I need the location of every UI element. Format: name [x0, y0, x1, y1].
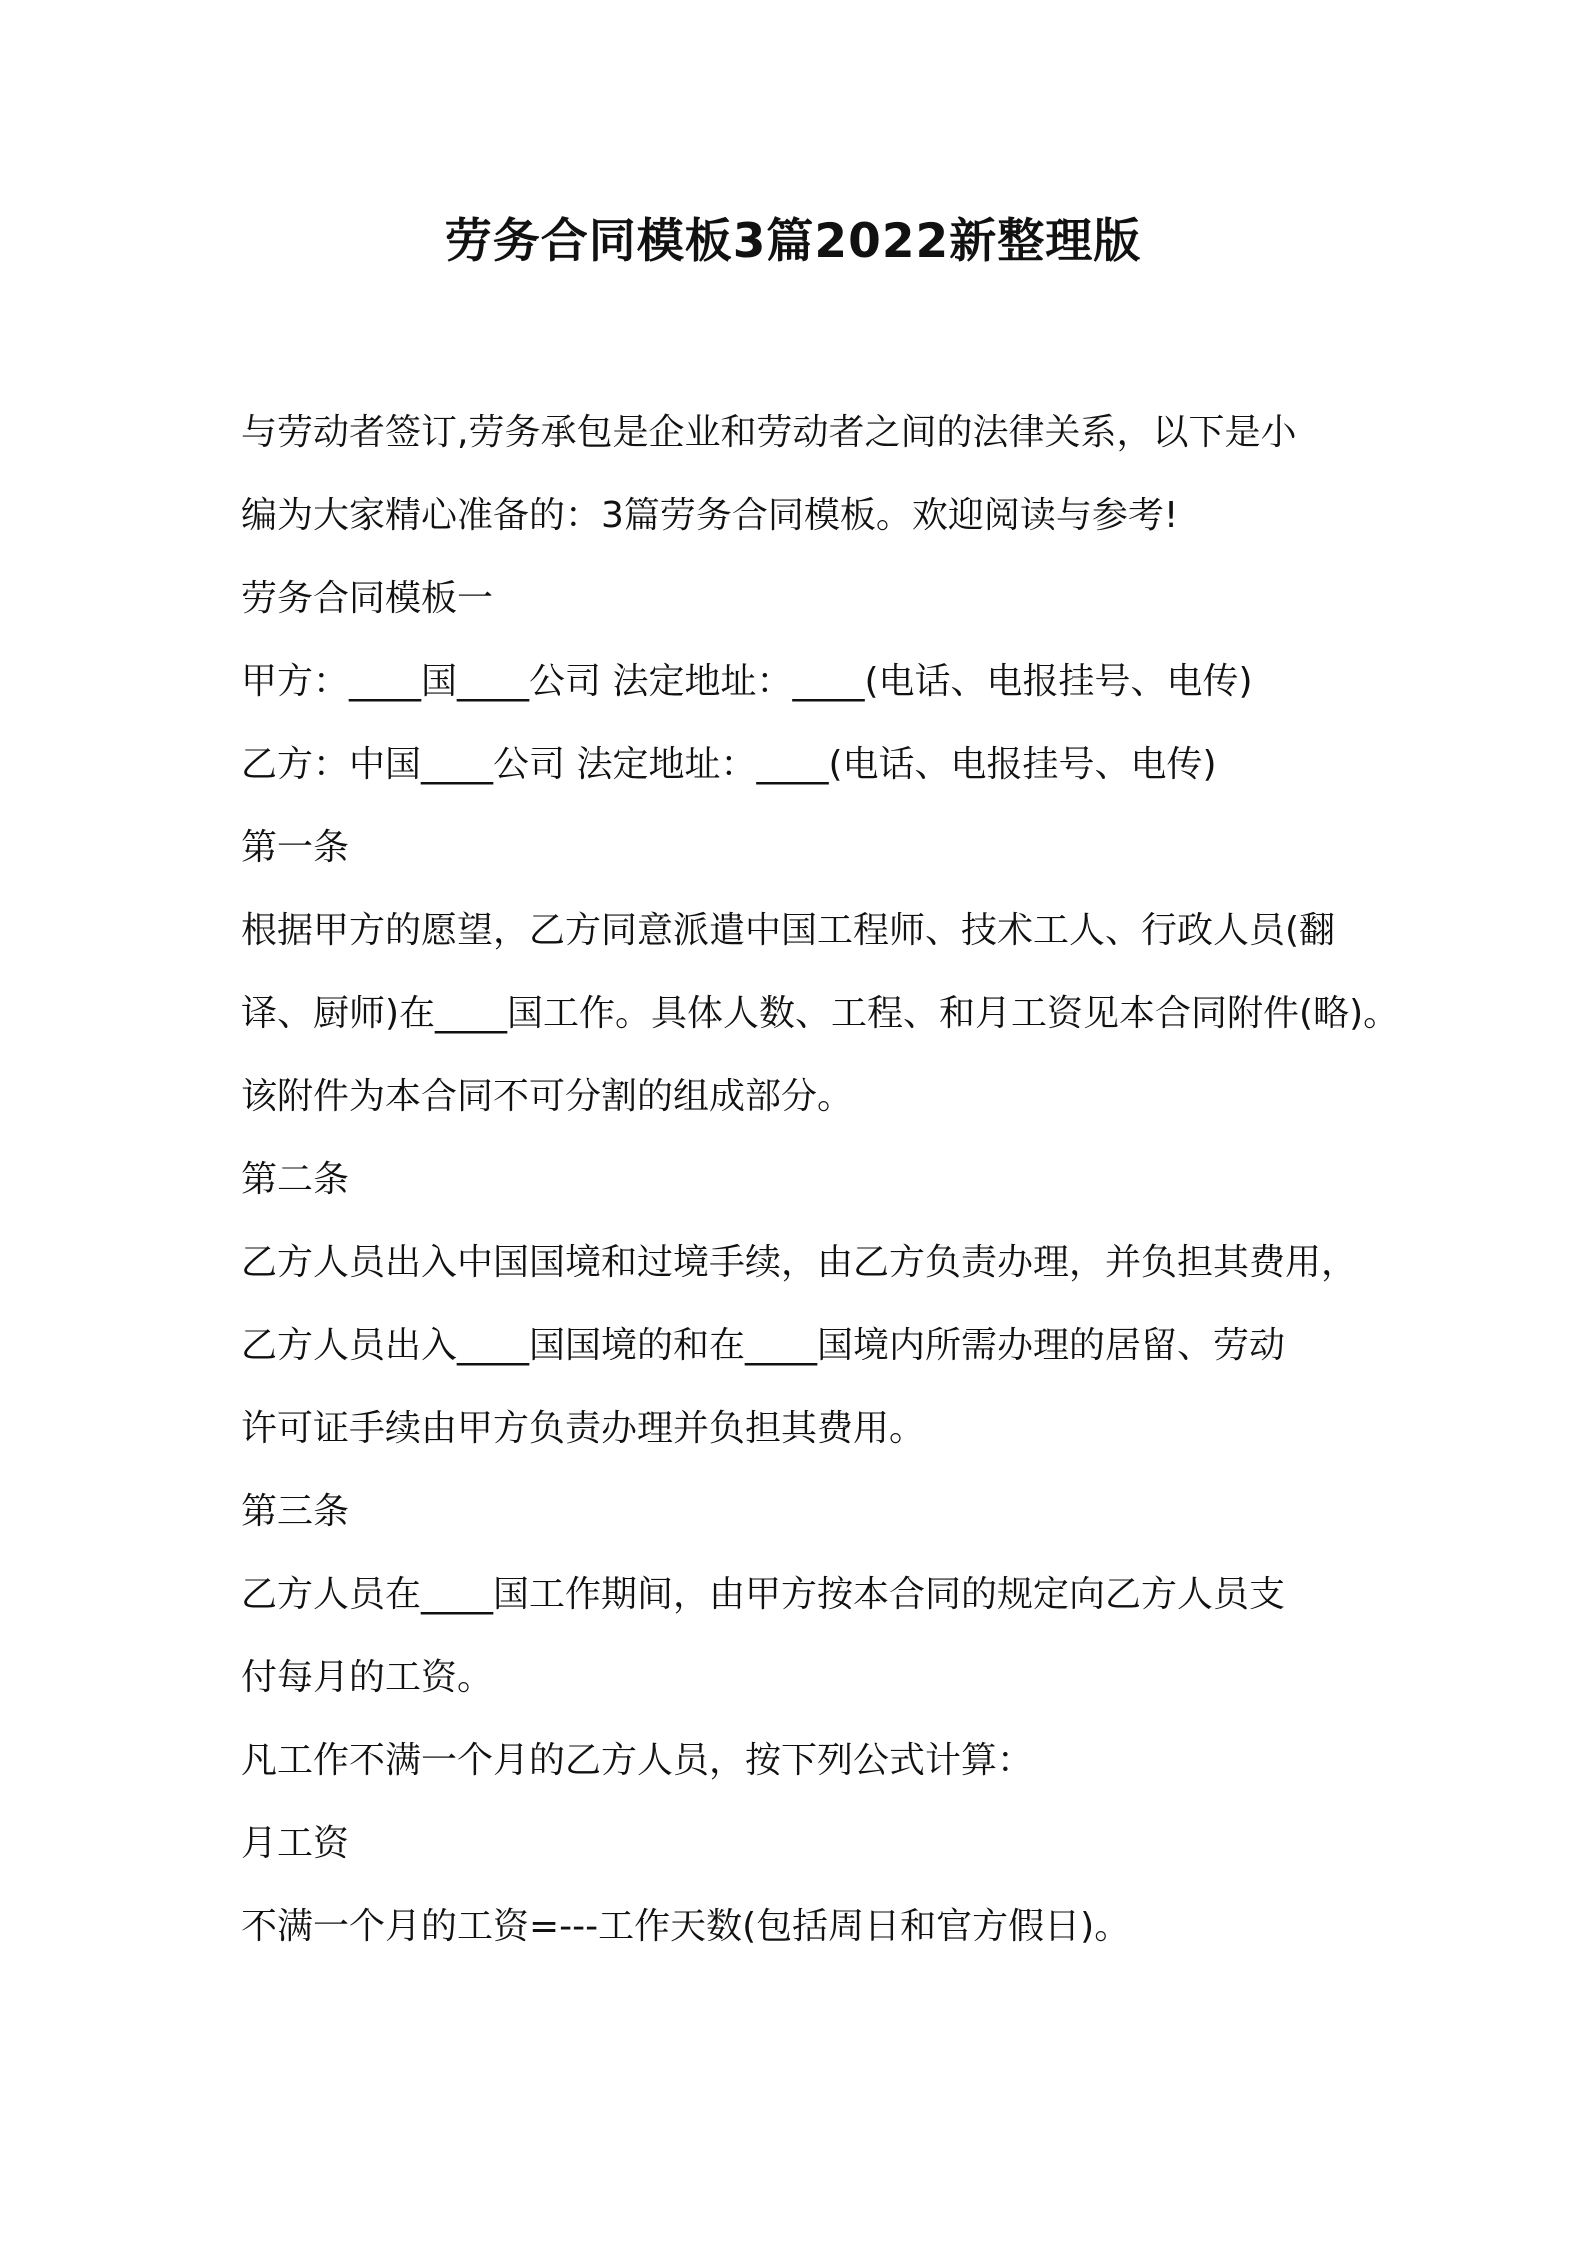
article-1-line-1: 根据甲方的愿望，乙方同意派遣中国工程师、技术工人、行政人员(翻 [241, 910, 1336, 951]
article-1-heading: 第一条 [241, 827, 350, 868]
intro-line-2: 编为大家精心准备的：3篇劳务合同模板。欢迎阅读与参考! [241, 495, 1179, 536]
article-2-line-3: 许可证手续由甲方负责办理并负担其费用。 [241, 1408, 926, 1449]
template-heading: 劳务合同模板一 [241, 578, 494, 619]
document-title: 劳务合同模板3篇2022新整理版 [444, 214, 1142, 269]
article-1-line-2: 译、厨师)在____国工作。具体人数、工程、和月工资见本合同附件(略)。 [241, 993, 1400, 1034]
article-3-line-4: 月工资 [241, 1823, 350, 1864]
article-3-line-5: 不满一个月的工资=---工作天数(包括周日和官方假日)。 [241, 1906, 1131, 1947]
article-1-line-3: 该附件为本合同不可分割的组成部分。 [241, 1076, 854, 1117]
article-2-line-2: 乙方人员出入____国国境的和在____国境内所需办理的居留、劳动 [241, 1325, 1286, 1366]
article-2-heading: 第二条 [241, 1159, 350, 1200]
intro-line-1: 与劳动者签订,劳务承包是企业和劳动者之间的法律关系，以下是小 [241, 412, 1297, 453]
article-3-line-1: 乙方人员在____国工作期间，由甲方按本合同的规定向乙方人员支 [241, 1574, 1286, 1615]
party-a-line: 甲方：____国____公司 法定地址：____(电话、电报挂号、电传) [241, 661, 1253, 702]
party-b-line: 乙方：中国____公司 法定地址：____(电话、电报挂号、电传) [241, 744, 1217, 785]
article-3-line-3: 凡工作不满一个月的乙方人员，按下列公式计算： [241, 1740, 1034, 1781]
article-2-line-1: 乙方人员出入中国国境和过境手续，由乙方负责办理，并负担其费用， [241, 1242, 1358, 1283]
article-3-line-2: 付每月的工资。 [241, 1657, 494, 1698]
article-3-heading: 第三条 [241, 1491, 350, 1532]
